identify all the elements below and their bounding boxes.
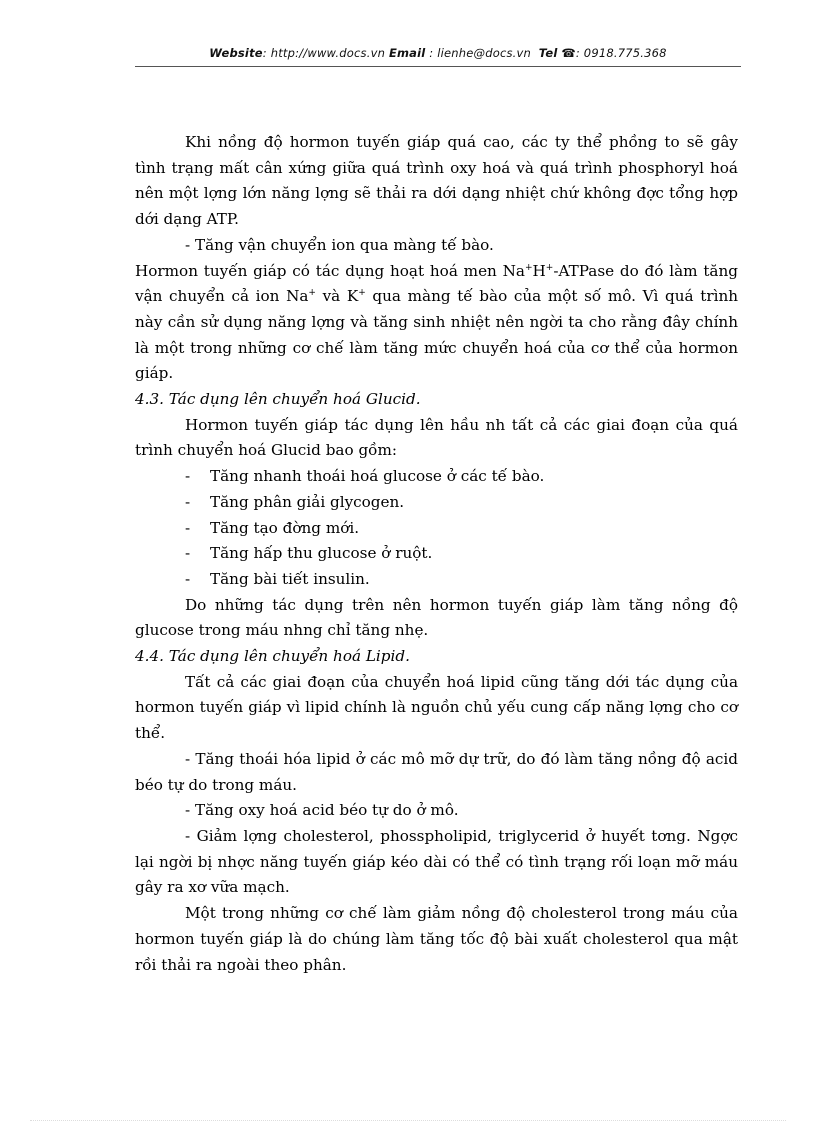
email-value[interactable]: lienhe@docs.vn [437, 46, 532, 60]
section-heading: 4.4. Tác dụng lên chuyển hoá Lipid. [135, 647, 410, 666]
paragraph: - Tăng vận chuyển ion qua màng tế bào. [185, 235, 494, 254]
paragraph: Khi nồng độ hormon tuyến giáp quá cao, các ty thể phồng to sẽ gây tình trạng mất cân xứng giữa quá trình oxy hoá và quá trình phosphoryl hoá nên một lợng lớn năng lợng sẽ thải ra dới dạng nhiệt chứ không đợc tổng hợp dới dạng ATP. [135, 133, 738, 229]
footer-divider [30, 1120, 786, 1121]
list-item: - Tăng tạo đờng mới. [185, 518, 360, 537]
website-sep: : [262, 46, 271, 60]
paragraph: - Tăng thoái hóa lipid ở các mô mỡ dự trữ, do đó làm tăng nồng độ acid béo tự do trong máu. [135, 749, 738, 794]
website-url[interactable]: http://www.docs.vn [270, 46, 386, 60]
email-sep: : [425, 46, 438, 60]
header-divider [135, 66, 741, 67]
paragraph: Do những tác dụng trên nên hormon tuyến giáp làm tăng nồng độ glucose trong máu nhng chỉ tăng nhẹ. [135, 595, 738, 640]
list-item: - Tăng nhanh thoái hoá glucose ở các tế bào. [185, 467, 545, 486]
email-label: Email [388, 46, 426, 60]
paragraph: Một trong những cơ chế làm giảm nồng độ cholesterol trong máu của hormon tuyến giáp là do chúng làm tăng tốc độ bài xuất cholesterol qua mật rồi thải ra ngoài theo phân. [135, 904, 738, 974]
website-label: Website [209, 46, 263, 60]
paragraph: Tất cả các giai đoạn của chuyển hoá lipid cũng tăng dới tác dụng của hormon tuyến giáp vì lipid chính là nguồn chủ yếu cung cấp năng lợng cho cơ thể. [135, 672, 738, 743]
paragraph: Hormon tuyến giáp có tác dụng hoạt hoá men Na+H+-ATPase do đó làm tăng vận chuyển cả ion Na+ và K+ qua màng tế bào của một số mô. Vì quá trình này cần sử dụng năng lợng và tăng sinh nhiệt nên ngời ta cho rằng đây chính là một trong những cơ chế làm tăng mức chuyển hoá của cơ thể của hormon giáp. [135, 261, 739, 383]
paragraph: - Tăng oxy hoá acid béo tự do ở mô. [185, 801, 459, 820]
list-item: - Tăng phân giải glycogen. [185, 492, 405, 511]
tel-label: Tel [538, 46, 558, 60]
list-item: - Tăng hấp thu glucose ở ruột. [185, 544, 433, 563]
list-item: - Tăng bài tiết insulin. [185, 569, 370, 588]
phone-icon: ☎ [561, 46, 576, 60]
tel-value: : 0918.775.368 [575, 46, 667, 60]
document-body [135, 130, 738, 978]
section-heading: 4.3. Tác dụng lên chuyển hoá Glucid. [135, 390, 421, 409]
paragraph: Hormon tuyến giáp tác dụng lên hầu nh tất cả các giai đoạn của quá trình chuyển hoá Glucid bao gồm: [135, 415, 738, 460]
paragraph: - Giảm lợng cholesterol, phosspholipid, triglycerid ở huyết tơng. Ngợc lại ngời bị nhợc năng tuyến giáp kéo dài có thể có tình trạng rối loạn mỡ máu gây ra xơ vữa mạch. [135, 826, 738, 897]
page-header [135, 46, 741, 60]
